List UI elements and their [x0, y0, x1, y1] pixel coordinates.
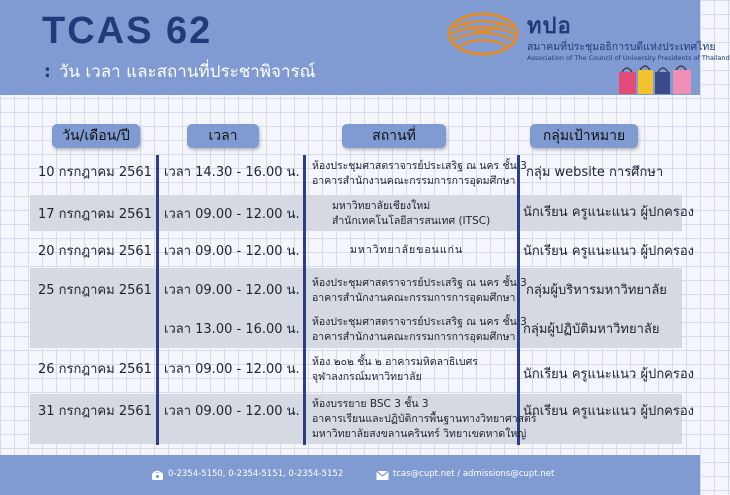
row-time: เวลา 13.00 - 16.00 น. — [164, 322, 300, 337]
row-place-line: อาคารสำนักงานคณะกรรมการการอุดมศึกษา — [312, 292, 516, 304]
row-date: 17 กรกฎาคม 2561 — [38, 207, 152, 222]
row-date: 20 กรกฎาคม 2561 — [38, 244, 152, 259]
row-place-line: อาคารสำนักงานคณะกรรมการการอุดมศึกษา — [312, 175, 516, 187]
row-place-line: ห้องประชุมศาสตราจารย์ประเสริฐ ณ นคร ชั้น 3 — [312, 316, 527, 328]
row-time: เวลา 09.00 - 12.00 น. — [164, 283, 300, 298]
logo-english-name: Association of The Council of University Presidents of Thailand — [527, 54, 730, 62]
footer-email: tcas@cupt.net / admissions@cupt.net — [393, 469, 555, 479]
row-time: เวลา 09.00 - 12.00 น. — [164, 404, 300, 419]
row-date: 31 กรกฎาคม 2561 — [38, 404, 152, 419]
phone-icon — [151, 470, 164, 481]
row-target: นักเรียน ครูแนะแนว ผู้ปกครอง — [523, 404, 695, 419]
column-header-target: กลุ่มเป้าหมาย — [530, 124, 638, 148]
row-date: 10 กรกฎาคม 2561 — [38, 165, 152, 180]
row-place-line: สำนักเทคโนโลยีสารสนเทศ (ITSC) — [332, 215, 491, 227]
row-place-line: มหาวิทยาลัยขอนแก่น — [350, 244, 464, 256]
row-time: เวลา 09.00 - 12.00 น. — [164, 244, 300, 259]
mail-icon — [376, 470, 389, 481]
row-place-line: อาคารสำนักงานคณะกรรมการการอุดมศึกษา — [312, 331, 516, 343]
column-divider — [156, 155, 159, 445]
subtitle-text: วัน เวลา และสถานที่ประชาพิจารณ์ — [58, 62, 316, 82]
row-place-line: ห้องบรรยาย BSC 3 ชั้น 3 — [312, 398, 429, 410]
subtitle-colon: : — [44, 62, 51, 82]
logo-thai-name: สมาคมที่ประชุมอธิการบดีแห่งประเทศไทย — [527, 41, 716, 53]
row-target: นักเรียน ครูแนะแนว ผู้ปกครอง — [523, 205, 695, 220]
column-divider — [303, 155, 306, 445]
logo-acronym: ทปอ — [527, 13, 572, 38]
row-target: กลุ่ม website การศึกษา — [526, 165, 664, 180]
column-header-place: สถานที่ — [342, 124, 446, 148]
row-target: นักเรียน ครูแนะแนว ผู้ปกครอง — [523, 244, 695, 259]
row-time: เวลา 09.00 - 12.00 น. — [164, 207, 300, 222]
row-place-line: มหาวิทยาลัยเชียงใหม่ — [332, 200, 431, 212]
footer-phone: 0-2354-5150, 0-2354-5151, 0-2354-5152 — [168, 469, 344, 479]
row-place-line: มหาวิทยาลัยสงขลานครินทร์ วิทยาเขตหาดใหญ่ — [312, 428, 527, 440]
cupt-logo-icon — [447, 12, 519, 56]
row-place-line: ห้อง ๒๐๒ ชั้น ๒ อาคารมหิตลาธิเบศร — [312, 356, 478, 368]
row-date: 26 กรกฎาคม 2561 — [38, 362, 152, 377]
row-target: กลุ่มผู้บริหารมหาวิทยาลัย — [526, 283, 667, 298]
row-date: 25 กรกฎาคม 2561 — [38, 283, 152, 298]
page-subtitle — [44, 58, 315, 85]
footer-band — [0, 455, 700, 495]
row-place-line: จุฬาลงกรณ์มหาวิทยาลัย — [312, 371, 422, 383]
column-header-date: วัน/เดือน/ปี — [52, 124, 140, 148]
page-title: TCAS 62 — [42, 10, 213, 52]
row-time: เวลา 09.00 - 12.00 น. — [164, 362, 300, 377]
row-time: เวลา 14.30 - 16.00 น. — [164, 165, 300, 180]
shopping-bags-icon — [616, 64, 696, 104]
column-divider — [517, 155, 520, 445]
row-place-line: ห้องประชุมศาสตราจารย์ประเสริฐ ณ นคร ชั้น 3 — [312, 277, 527, 289]
row-target: กลุ่มผู้ปฏิบัติมหาวิทยาลัย — [523, 322, 660, 337]
row-place-line: ห้องประชุมศาสตราจารย์ประเสริฐ ณ นคร ชั้น 3 — [312, 160, 527, 172]
column-header-time: เวลา — [187, 124, 259, 148]
row-target: นักเรียน ครูแนะแนว ผู้ปกครอง — [523, 367, 695, 382]
row-place-line: อาคารเรียนและปฏิบัติการพื้นฐานทางวิทยาศาสตร์ — [312, 413, 537, 425]
